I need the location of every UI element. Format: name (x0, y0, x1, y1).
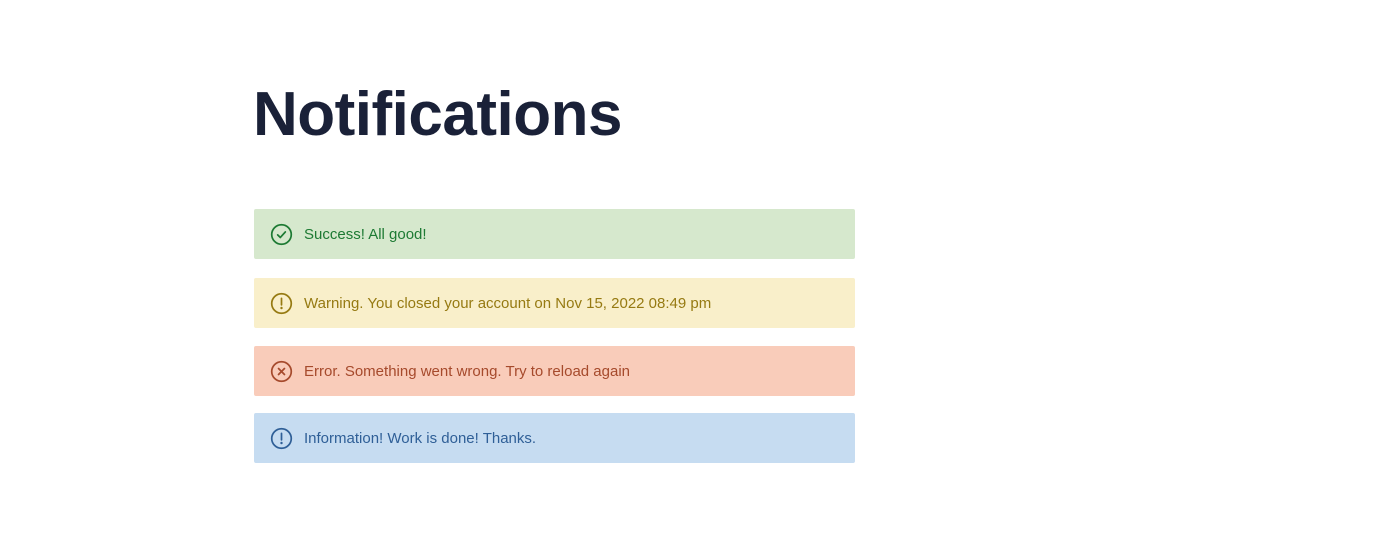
alert-message: Success! All good! (304, 225, 427, 243)
alert-message: Error. Something went wrong. Try to reload again (304, 362, 631, 380)
circle-xmark-icon (270, 360, 293, 383)
alert-message: Information! Work is done! Thanks. (304, 429, 537, 447)
circle-check-icon (270, 223, 293, 246)
alert-warning (254, 278, 855, 328)
alert-error (254, 346, 855, 396)
page-title: Notifications (253, 80, 622, 149)
circle-exclamation-icon (270, 427, 293, 450)
circle-exclamation-icon (270, 292, 293, 315)
alert-message: Warning. You closed your account on Nov 15, 2022 08:49 pm (304, 294, 712, 312)
alert-info (254, 413, 855, 463)
alert-success (254, 209, 855, 259)
